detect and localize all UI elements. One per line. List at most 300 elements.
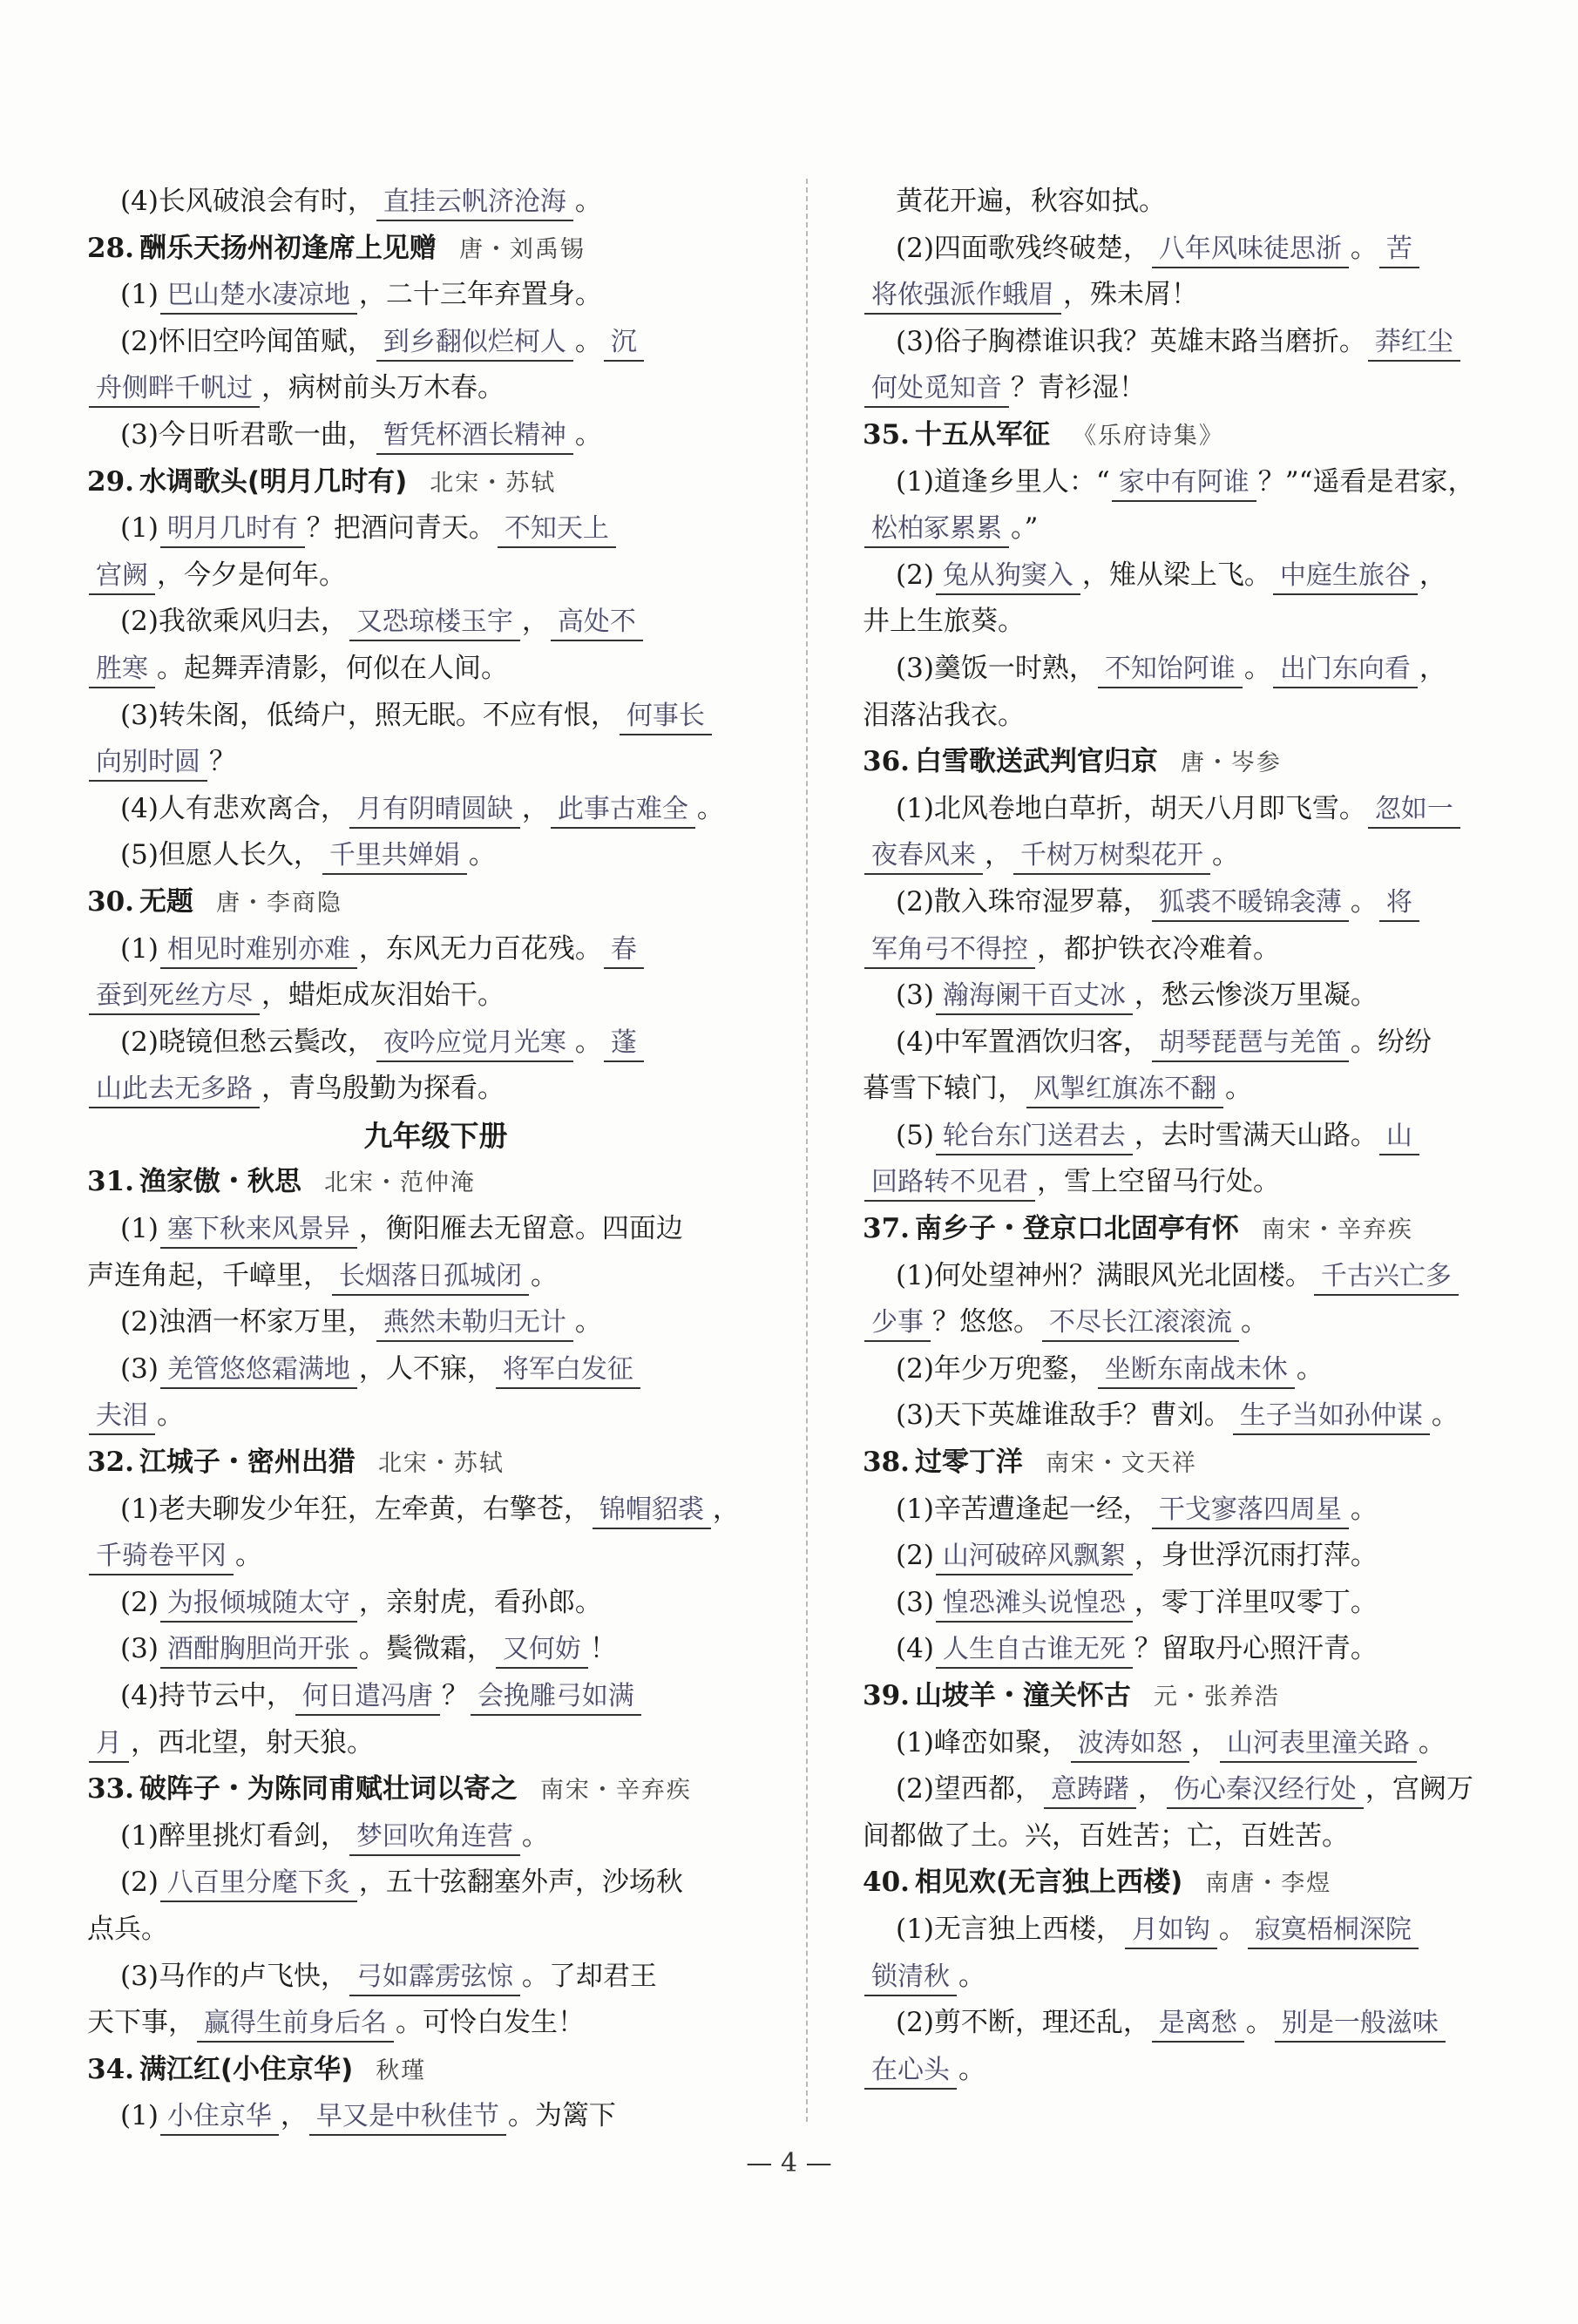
text-segment: 。鬓微霜，: [358, 1633, 494, 1665]
text-segment: ，: [521, 792, 549, 824]
answer-blank: 锦帽貂裘: [593, 1493, 711, 1529]
text-segment: (2): [896, 559, 934, 591]
answer-blank: 不知天上: [498, 512, 616, 548]
text-segment: 。: [531, 1259, 558, 1291]
text-line: [87, 832, 784, 879]
poem-name: 满江红(小住京华): [139, 2053, 354, 2085]
text-segment: 。: [574, 418, 602, 451]
text-segment: 。为篱下: [507, 2100, 616, 2132]
text-line: [87, 2000, 784, 2047]
answer-blank: 少事: [864, 1305, 931, 1342]
answer-blank: 波涛如怒: [1071, 1726, 1189, 1763]
text-line: [863, 1813, 1560, 1860]
text-segment: (1): [120, 279, 159, 311]
answer-blank: 舟侧畔千帆过: [89, 371, 260, 408]
text-segment: 。: [1350, 232, 1378, 264]
poem-author: 唐・刘禹锡: [458, 235, 586, 263]
text-line: [863, 1159, 1560, 1206]
text-segment: (1)老夫聊发少年狂，左牵黄，右擎苍，: [120, 1493, 591, 1525]
answer-blank: 蓬: [604, 1026, 644, 1062]
poem-author: 南宋・辛弃疾: [1261, 1216, 1413, 1244]
text-line: [87, 319, 784, 366]
answer-blank: 干戈寥落四周星: [1152, 1493, 1349, 1529]
poem-number: 32.: [87, 1447, 134, 1479]
poem-number: 31.: [87, 1166, 134, 1198]
text-line: [863, 226, 1560, 273]
answer-blank: 家中有阿谁: [1112, 465, 1256, 502]
poem-number: 34.: [87, 2053, 134, 2085]
text-line: [863, 693, 1560, 740]
text-segment: (1)无言独上西楼，: [896, 1913, 1123, 1945]
answer-blank: 夫泪: [89, 1399, 155, 1435]
text-line: [863, 599, 1560, 646]
text-segment: (4)中军置酒饮归客，: [896, 1026, 1150, 1058]
answer-blank: 山: [1379, 1119, 1419, 1155]
poem-title: [863, 1860, 1560, 1907]
answer-blank: 燕然未勒归无计: [376, 1305, 573, 1342]
text-line: [87, 1813, 784, 1860]
answer-blank: 暂凭杯酒长精神: [376, 418, 573, 455]
text-line: [87, 646, 784, 693]
text-segment: (3): [120, 1352, 159, 1385]
poem-name: 江城子・密州出猎: [139, 1447, 356, 1479]
text-line: [87, 1626, 784, 1673]
text-line: [87, 2093, 784, 2140]
answer-blank: 锁清秋: [864, 1960, 957, 1996]
left-column: [87, 179, 784, 2140]
answer-blank: 意踌躇: [1044, 1772, 1136, 1809]
text-segment: ，: [1190, 1726, 1218, 1758]
poem-number: 29.: [87, 465, 134, 498]
poem-name: 十五从军征: [914, 418, 1050, 451]
text-line: [863, 459, 1560, 506]
answer-blank: 月如钩: [1125, 1913, 1217, 1949]
answer-blank: 松柏冢累累: [864, 512, 1009, 548]
text-segment: 。起舞弄清影，何似在人间。: [157, 652, 508, 684]
answer-blank: 塞下秋来风景异: [160, 1212, 357, 1249]
text-segment: (3): [896, 1586, 934, 1618]
text-segment: (2)晓镜但愁云鬓改，: [120, 1026, 375, 1058]
text-segment: (2)浊酒一杯家万里，: [120, 1306, 375, 1338]
poem-number: 37.: [863, 1213, 910, 1245]
text-line: [863, 552, 1560, 600]
text-line: [863, 2000, 1560, 2047]
text-segment: (4): [896, 1633, 934, 1665]
poem-title: [87, 1766, 784, 1813]
text-segment: ？留取丹心照汗青。: [1134, 1633, 1378, 1665]
text-segment: 。: [574, 325, 602, 357]
text-segment: (1)峰峦如聚，: [896, 1726, 1069, 1758]
text-line: [863, 926, 1560, 973]
text-segment: (1): [120, 512, 159, 545]
poem-number: 40.: [863, 1867, 910, 1899]
answer-blank: 回路转不见君: [864, 1165, 1035, 1202]
answer-blank: 何处觅知音: [864, 371, 1009, 408]
text-line: [87, 1392, 784, 1440]
text-segment: ，青鸟殷勤为探看。: [261, 1073, 505, 1105]
answer-blank: 高处不: [551, 605, 643, 641]
text-line: [87, 599, 784, 646]
text-line: [863, 1907, 1560, 1954]
text-segment: ，都护铁衣冷难着。: [1037, 932, 1280, 965]
answer-blank: 苦: [1379, 232, 1419, 268]
text-segment: (3)天下英雄谁敌手？曹刘。: [896, 1399, 1231, 1432]
text-segment: (1)醉里挑灯看剑，: [120, 1819, 348, 1852]
text-segment: ，宫阙万: [1365, 1773, 1473, 1806]
text-segment: (5): [896, 1119, 934, 1151]
answer-blank: 又何妨: [496, 1632, 588, 1669]
text-segment: (1)道逢乡里人：“: [896, 465, 1110, 498]
text-line: [87, 786, 784, 833]
text-line: [87, 1206, 784, 1253]
answer-blank: 军角弓不得控: [864, 932, 1035, 969]
text-segment: (2)四面歌残终破楚，: [896, 232, 1150, 264]
answer-blank: 不尽长江滚滚流: [1042, 1305, 1239, 1342]
answer-blank: 山此去无多路: [89, 1072, 260, 1108]
text-segment: ，: [1419, 652, 1446, 684]
answer-blank: 兔从狗窦入: [936, 559, 1080, 595]
text-segment: ，殊未屑！: [1063, 279, 1198, 311]
answer-blank: 出门东向看: [1273, 652, 1418, 688]
text-segment: ？把酒问青天。: [306, 512, 496, 545]
text-segment: (3)转朱阁，低绮户，照无眠。不应有恨，: [120, 699, 618, 731]
text-segment: 。: [1431, 1399, 1459, 1432]
answer-blank: 生子当如孙仲谋: [1233, 1399, 1430, 1435]
text-line: [87, 693, 784, 740]
answer-blank: 相见时难别亦难: [160, 932, 357, 969]
answer-blank: 沉: [604, 325, 644, 362]
answer-blank: 弓如霹雳弦惊: [349, 1960, 520, 1996]
text-segment: (2): [120, 1586, 159, 1618]
text-line: [863, 879, 1560, 926]
poem-author: 唐・李商隐: [215, 889, 342, 917]
section-heading: 九年级下册: [363, 1118, 508, 1153]
text-segment: 。: [1296, 1352, 1324, 1385]
answer-blank: 轮台东门送君去: [936, 1119, 1133, 1155]
answer-blank: 长烟落日孤城闭: [332, 1259, 529, 1296]
poem-title: [863, 739, 1560, 786]
text-segment: (4)人有悲欢离合，: [120, 792, 348, 824]
text-segment: 。: [521, 1819, 549, 1852]
text-line: [863, 1766, 1560, 1813]
text-line: [87, 1346, 784, 1393]
answer-blank: 惶恐滩头说惶恐: [936, 1586, 1133, 1623]
text-line: [87, 1299, 784, 1346]
text-line: [87, 1673, 784, 1720]
text-segment: 。了却君王: [521, 1960, 657, 1992]
answer-blank: 赢得生前身后名: [197, 2006, 394, 2043]
answer-blank: 月有阴晴圆缺: [349, 792, 520, 829]
text-segment: ？悠悠。: [932, 1306, 1040, 1338]
text-line: [87, 272, 784, 319]
answer-blank: 到乡翻似烂柯人: [376, 325, 573, 362]
answer-blank: 八百里分麾下炙: [160, 1866, 357, 1902]
text-segment: 暮雪下辕门，: [863, 1073, 1025, 1105]
text-line: [863, 972, 1560, 1020]
right-column: [863, 179, 1560, 2093]
answer-blank: 千里共婵娟: [322, 838, 467, 875]
answer-blank: 千古兴亡多: [1314, 1259, 1459, 1296]
text-line: [863, 272, 1560, 319]
text-segment: ！: [589, 1633, 617, 1665]
poem-author: 北宋・苏轼: [430, 469, 557, 497]
text-segment: ？青衫湿！: [1011, 372, 1146, 404]
poem-number: 33.: [87, 1773, 134, 1806]
text-segment: ，: [1137, 1773, 1165, 1806]
text-segment: 。: [1350, 1493, 1378, 1525]
text-segment: ，: [712, 1493, 740, 1525]
poem-title: [87, 226, 784, 273]
text-segment: ，五十弦翻塞外声，沙场秋: [358, 1867, 683, 1899]
poem-title: [87, 1440, 784, 1487]
answer-blank: 小住京华: [160, 2099, 279, 2136]
poem-author: 北宋・苏轼: [377, 1450, 505, 1478]
answer-blank: 坐断东南战未休: [1098, 1352, 1295, 1389]
text-line: [863, 1626, 1560, 1673]
poem-author: 唐・岑参: [1180, 749, 1282, 777]
poem-title: [863, 1440, 1560, 1487]
answer-blank: 会挽雕弓如满: [471, 1679, 641, 1716]
text-segment: 井上生旅葵。: [863, 606, 1025, 638]
text-segment: (5)但愿人长久，: [120, 839, 321, 871]
poem-title: [87, 459, 784, 506]
text-segment: ，: [985, 839, 1012, 871]
text-line: [87, 1580, 784, 1627]
text-line: [863, 1066, 1560, 1113]
answer-blank: 在心头: [864, 2053, 957, 2090]
text-segment: 。: [1241, 1306, 1268, 1338]
text-segment: 。: [1218, 1913, 1246, 1945]
text-line: [863, 1954, 1560, 2001]
text-segment: ，今夕是何年。: [157, 559, 346, 591]
text-line: [87, 1907, 784, 1954]
text-segment: ，西北望，射天狼。: [131, 1726, 374, 1758]
text-segment: (2)剪不断，理还乱，: [896, 2007, 1150, 2039]
text-segment: 。: [468, 839, 496, 871]
text-line: [863, 1253, 1560, 1300]
text-segment: 。: [958, 1960, 985, 1992]
answer-blank: 宫阙: [89, 559, 155, 595]
text-segment: 。: [958, 2053, 985, 2085]
poem-number: 28.: [87, 232, 134, 264]
text-line: [863, 1113, 1560, 1160]
poem-name: 酬乐天扬州初逢席上见赠: [139, 232, 437, 264]
poem-author: 南唐・李煜: [1205, 1870, 1332, 1898]
text-line: [863, 1299, 1560, 1346]
text-line: [863, 786, 1560, 833]
text-segment: 。: [1350, 885, 1378, 918]
poem-author: 北宋・范仲淹: [323, 1169, 476, 1197]
answer-blank: 梦回吹角连营: [349, 1819, 520, 1856]
text-segment: ？: [209, 746, 236, 778]
text-line: [87, 412, 784, 459]
answer-blank: 不知饴阿谁: [1098, 652, 1243, 688]
text-segment: ，零丁洋里叹零丁。: [1134, 1586, 1378, 1618]
text-segment: (1)北风卷地白草折，胡天八月即飞雪。: [896, 792, 1366, 824]
text-line: [87, 972, 784, 1020]
text-line: [863, 179, 1560, 226]
text-segment: (2)年少万兜鍪，: [896, 1352, 1096, 1385]
poem-number: 35.: [863, 418, 910, 451]
text-line: [863, 505, 1560, 552]
text-line: [87, 1720, 784, 1767]
text-segment: (4)长风破浪会有时，: [120, 186, 375, 217]
text-segment: 间都做了土。兴，百姓苦；亡，百姓苦。: [863, 1819, 1349, 1852]
answer-blank: 狐裘不暖锦衾薄: [1152, 885, 1349, 922]
text-segment: ，雉从梁上飞。: [1081, 559, 1271, 591]
text-segment: 黄花开遍，秋容如拭。: [896, 186, 1166, 217]
text-segment: (2)散入珠帘湿罗幕，: [896, 885, 1150, 918]
poem-name: 白雪歌送武判官归京: [914, 746, 1158, 778]
text-segment: (2)我欲乘风归去，: [120, 606, 348, 638]
text-line: [87, 1253, 784, 1300]
text-line: [863, 646, 1560, 693]
answer-blank: 忽如一: [1368, 792, 1460, 829]
text-line: [863, 2047, 1560, 2094]
answer-blank: 人生自古谁无死: [936, 1632, 1133, 1669]
text-segment: 。: [157, 1399, 184, 1432]
poem-name: 山坡羊・潼关怀古: [914, 1680, 1131, 1711]
text-segment: 泪落沾我衣。: [863, 699, 1025, 731]
text-line: [87, 505, 784, 552]
text-segment: (3): [120, 1633, 159, 1665]
answer-blank: 夜春风来: [864, 838, 983, 875]
text-segment: 。: [1243, 652, 1271, 684]
answer-blank: 寂寞梧桐深院: [1248, 1913, 1419, 1949]
text-line: [863, 1392, 1560, 1440]
answer-blank: 向别时圆: [89, 745, 207, 782]
text-segment: ，衡阳雁去无留意。四面边: [358, 1213, 683, 1245]
text-segment: ，东风无力百花残。: [358, 932, 602, 965]
poem-number: 36.: [863, 746, 910, 778]
answer-blank: 为报倾城随太守: [160, 1586, 357, 1623]
answer-blank: 山河表里潼关路: [1220, 1726, 1417, 1763]
answer-blank: 瀚海阑干百丈冰: [936, 979, 1133, 1015]
text-line: [87, 179, 784, 226]
text-line: [863, 1020, 1560, 1067]
text-segment: (1): [120, 1213, 159, 1245]
text-line: [863, 365, 1560, 412]
text-line: [87, 1066, 784, 1113]
text-segment: (1)何处望神州？满眼风光北固楼。: [896, 1259, 1312, 1291]
poem-author: 南宋・辛弃疾: [539, 1777, 692, 1805]
answer-blank: 伤心秦汉经行处: [1167, 1772, 1364, 1809]
text-segment: ，去时雪满天山路。: [1134, 1119, 1378, 1151]
text-segment: 。: [235, 1540, 262, 1572]
text-segment: 。”: [1011, 512, 1039, 545]
text-segment: ，蜡炬成灰泪始干。: [261, 979, 505, 1012]
text-segment: (3)羹饭一时熟，: [896, 652, 1096, 684]
poem-author: 元・张养浩: [1153, 1684, 1280, 1711]
answer-blank: 早又是中秋佳节: [309, 2099, 506, 2136]
text-segment: (2): [120, 1867, 159, 1899]
column-divider: [806, 179, 808, 2122]
text-segment: 。: [1225, 1073, 1252, 1105]
text-segment: (1): [120, 2100, 159, 2132]
text-segment: 。可怜白发生！: [396, 2007, 585, 2039]
text-line: [87, 365, 784, 412]
page-number: — 4 —: [746, 2148, 832, 2178]
answer-blank: 中庭生旅谷: [1273, 559, 1418, 595]
poem-name: 相见欢(无言独上西楼): [914, 1867, 1183, 1899]
poem-author: 南宋・文天祥: [1045, 1450, 1197, 1478]
text-segment: (2)怀旧空吟闻笛赋，: [120, 325, 375, 357]
text-segment: ，: [1419, 559, 1446, 591]
answer-blank: 春: [604, 932, 644, 969]
text-segment: (3)俗子胸襟谁识我？英雄末路当磨折。: [896, 325, 1366, 357]
poem-title: [863, 1206, 1560, 1253]
text-segment: ，: [521, 606, 549, 638]
text-segment: (1)辛苦遭逢起一经，: [896, 1493, 1150, 1525]
answer-blank: 夜吟应觉月光寒: [376, 1026, 573, 1062]
answer-blank: 莽红尘: [1368, 325, 1460, 362]
text-segment: (2): [896, 1540, 934, 1572]
answer-blank: 巴山楚水凄凉地: [160, 278, 357, 315]
text-segment: (2)望西都，: [896, 1773, 1042, 1806]
poem-title: [87, 879, 784, 926]
text-line: [87, 1860, 784, 1907]
text-segment: ，亲射虎，看孙郎。: [358, 1586, 602, 1618]
answer-blank: 千骑卷平冈: [89, 1539, 234, 1575]
text-segment: ？”“遥看是君家，: [1257, 465, 1475, 498]
text-segment: 。: [1212, 839, 1239, 871]
poem-name: 渔家傲・秋思: [139, 1166, 301, 1198]
text-segment: ，身世浮沉雨打萍。: [1134, 1540, 1378, 1572]
poem-author: 《乐府诗集》: [1072, 422, 1224, 450]
answer-blank: 明月几时有: [160, 512, 305, 548]
text-line: [87, 552, 784, 600]
text-segment: ，二十三年弃置身。: [358, 279, 602, 311]
answer-blank: 将侬强派作蛾眉: [864, 278, 1061, 315]
answer-blank: 别是一般滋味: [1275, 2006, 1446, 2043]
poem-title: [863, 412, 1560, 459]
answer-blank: 千树万树梨花开: [1013, 838, 1210, 875]
text-line: [87, 1487, 784, 1534]
text-segment: 。: [574, 1026, 602, 1058]
text-segment: (1): [120, 932, 159, 965]
text-line: [87, 1954, 784, 2001]
text-segment: ，雪上空留马行处。: [1037, 1166, 1280, 1198]
text-segment: 。: [1418, 1726, 1446, 1758]
answer-blank: 又恐琼楼玉宇: [349, 605, 520, 641]
answer-blank: 胜寒: [89, 652, 155, 688]
answer-blank: 何日遣冯唐: [295, 1679, 440, 1716]
text-segment: 。: [574, 1306, 602, 1338]
text-segment: 。: [574, 186, 602, 217]
answer-blank: 风掣红旗冻不翻: [1026, 1072, 1223, 1108]
text-segment: 点兵。: [87, 1913, 168, 1945]
text-segment: (3): [896, 979, 934, 1012]
poem-number: 39.: [863, 1680, 910, 1711]
text-line: [863, 1487, 1560, 1534]
text-line: [863, 319, 1560, 366]
answer-blank: 何事长: [620, 699, 712, 735]
text-segment: 。: [696, 792, 724, 824]
text-line: [87, 739, 784, 786]
answer-blank: 将军白发征: [496, 1352, 640, 1389]
text-segment: 。: [1245, 2007, 1273, 2039]
text-segment: ，人不寐，: [358, 1352, 494, 1385]
answer-blank: 将: [1379, 885, 1419, 922]
text-segment: ？: [441, 1680, 469, 1711]
text-segment: ，病树前头万木春。: [261, 372, 505, 404]
text-segment: 。纷纷: [1350, 1026, 1432, 1058]
answer-blank: 羌管悠悠霜满地: [160, 1352, 357, 1389]
poem-name: 过零丁洋: [914, 1447, 1023, 1479]
poem-name: 破阵子・为陈同甫赋壮词以寄之: [139, 1773, 518, 1806]
answer-blank: 八年风味徒思浙: [1152, 232, 1349, 268]
answer-blank: 蚕到死丝方尽: [89, 979, 260, 1015]
